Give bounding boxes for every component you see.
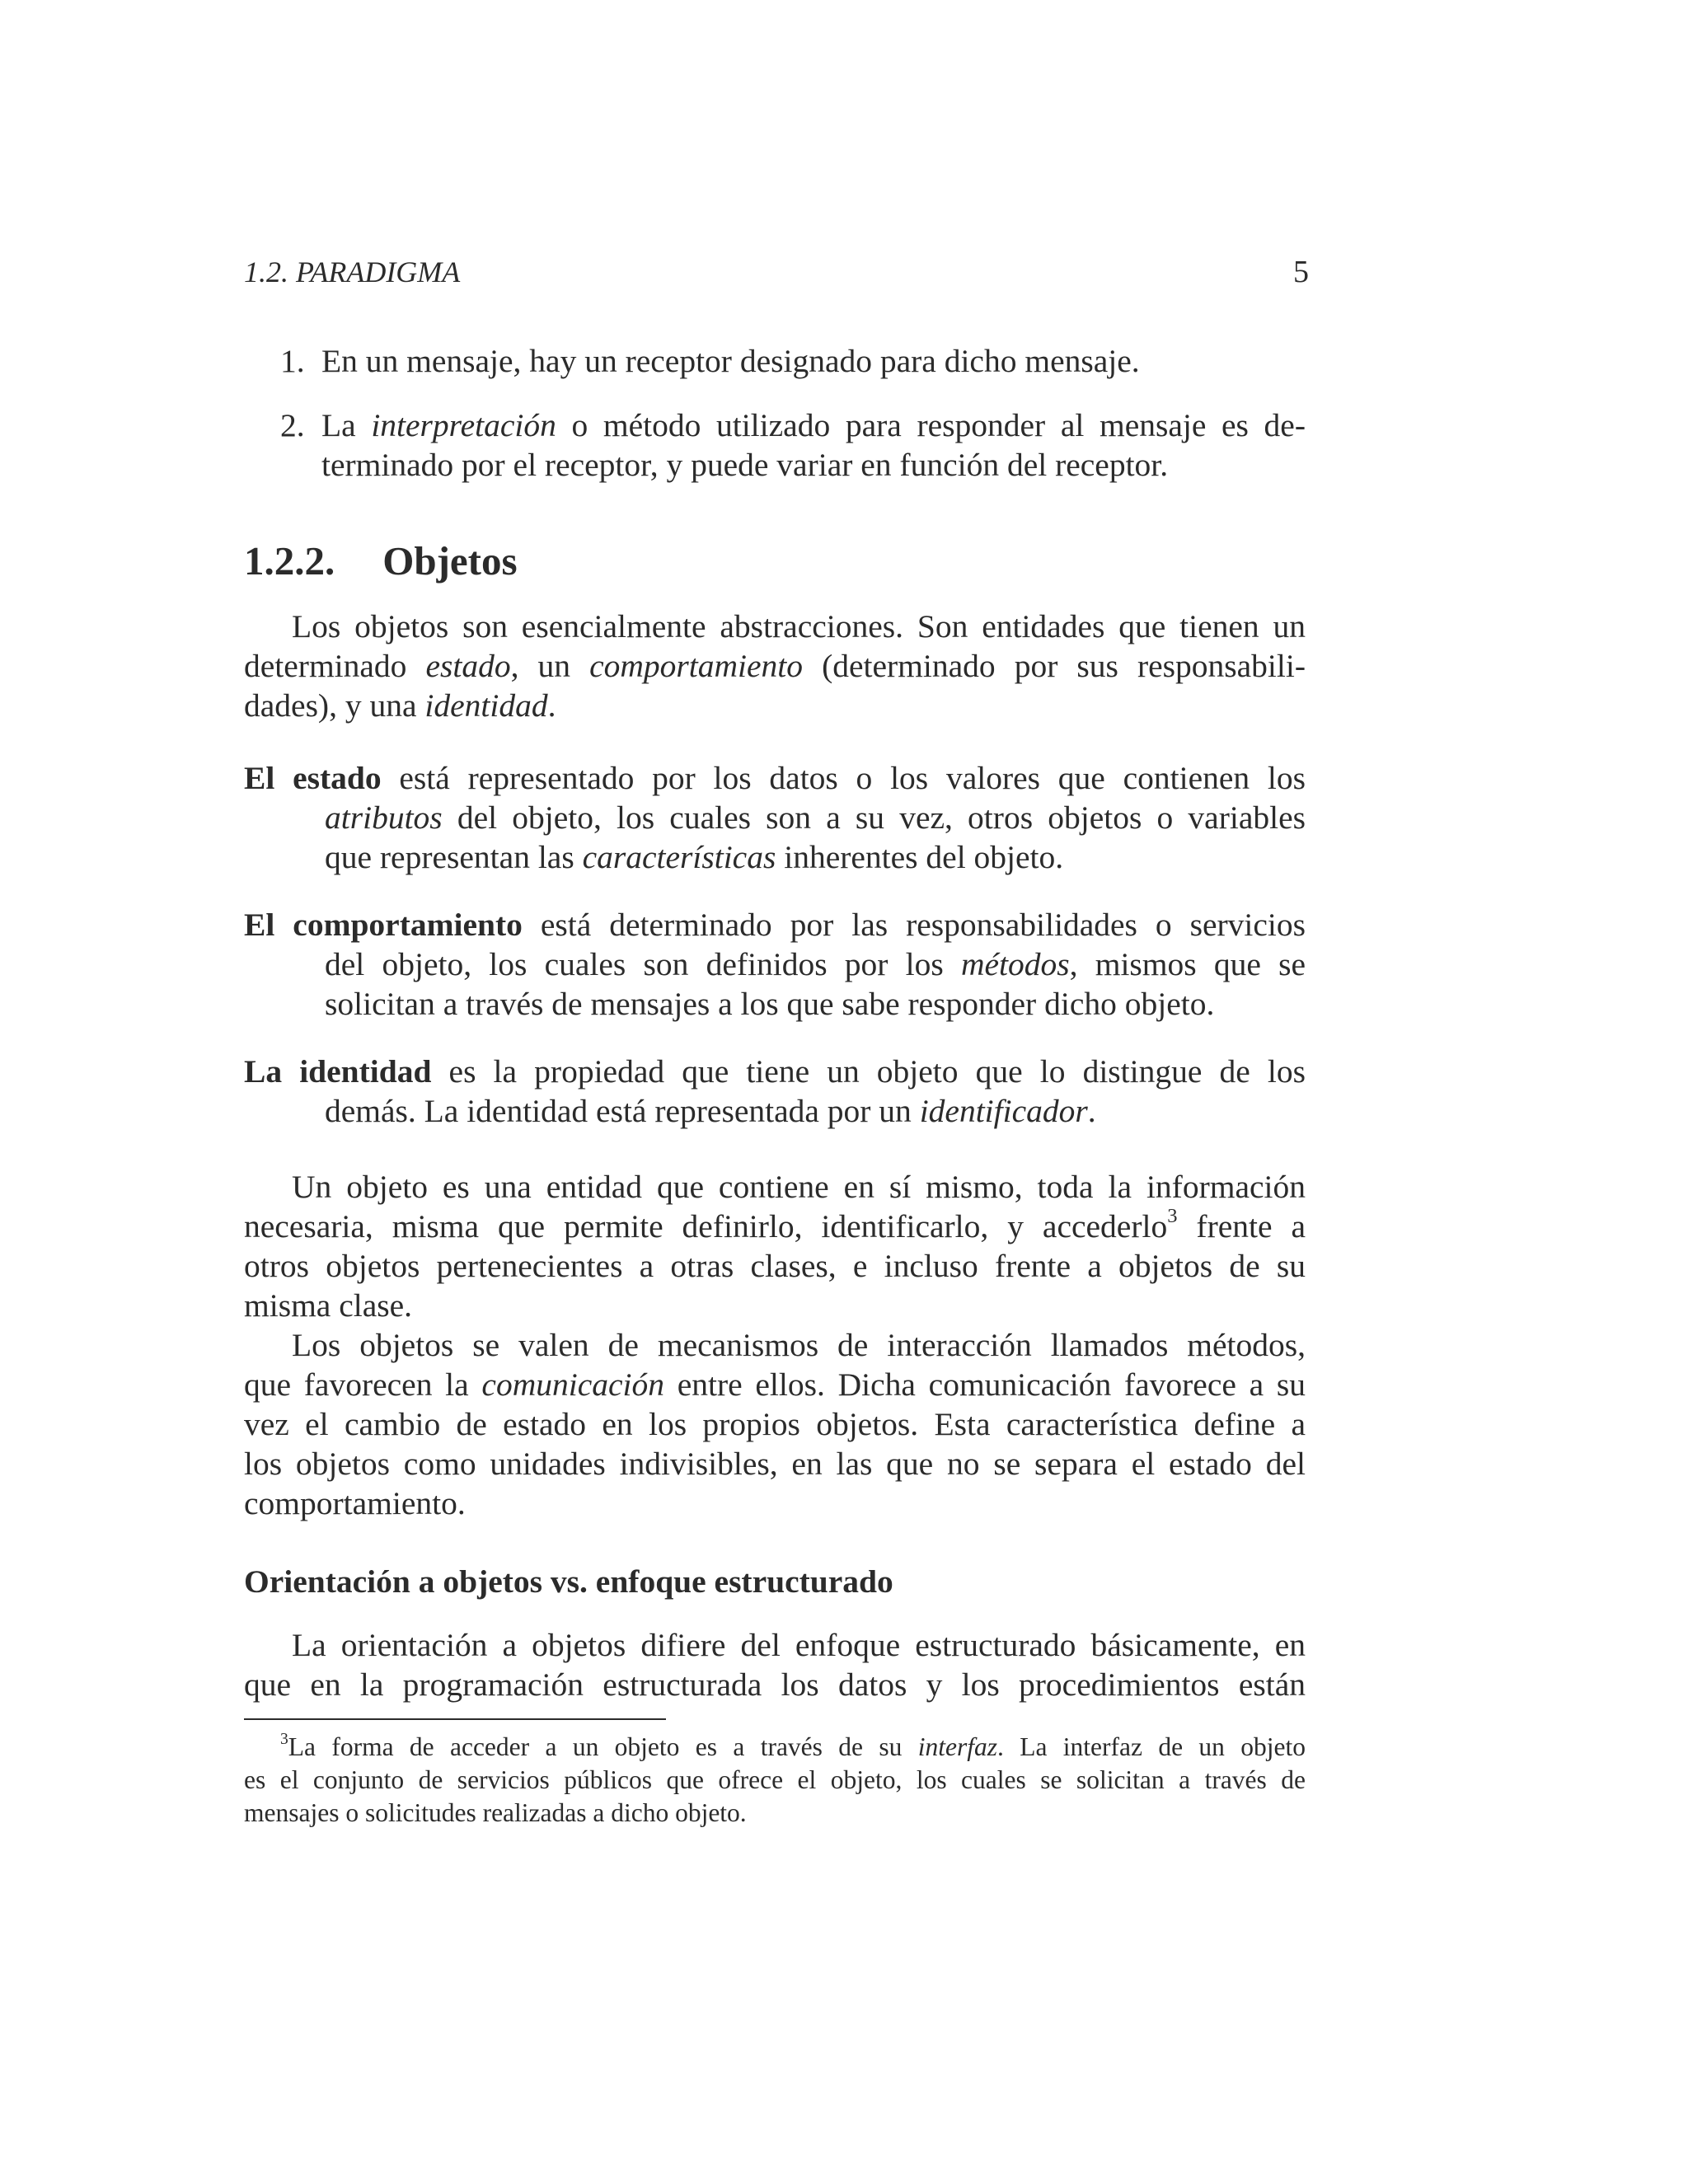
paragraph-line: vez el cambio de estado en los propios objetos. Esta característica define a — [244, 1406, 1306, 1442]
description-line: del objeto, los cuales son definidos por los métodos, mismos que se — [325, 946, 1306, 982]
description-line: La identidad es la propiedad que tiene un objeto que lo distingue de los — [244, 1053, 1306, 1090]
list-item-continuation: terminado por el receptor, y puede variar en función del receptor. — [321, 447, 1169, 483]
subsection-heading: Orientación a objetos vs. enfoque estructurado — [244, 1563, 893, 1600]
footnote-mark: 3 — [280, 1730, 288, 1748]
footnote-line: $^3$La forma de acceder a un objeto es a través de su interfaz. La interfaz de un objeto — [280, 1730, 1306, 1761]
list-item-number: 1. — [280, 343, 305, 379]
paragraph-line: los objetos como unidades indivisibles, en las que no se separa el estado del — [244, 1446, 1306, 1482]
section-title: Objetos — [382, 538, 518, 583]
section-number: 1.2.2. — [244, 538, 335, 583]
paragraph-line: determinado estado, un comportamiento (determinado por sus responsabili- — [244, 648, 1306, 684]
footnote-line: mensajes o solicitudes realizadas a dicho objeto. — [244, 1798, 747, 1827]
paragraph-line: Los objetos se valen de mecanismos de interacción llamados métodos, — [292, 1327, 1306, 1363]
description-line: que representan las características inherentes del objeto. — [325, 839, 1064, 875]
footnote-rule — [244, 1718, 666, 1720]
paragraph-line: La orientación a objetos difiere del enfoque estructurado básicamente, en — [292, 1627, 1306, 1663]
description-term: La identidad — [244, 1053, 432, 1090]
description-line: El comportamiento está determinado por las responsabilidades o servicios — [244, 907, 1306, 943]
running-header-section: 1.2. PARADIGMA — [244, 255, 461, 288]
description-line: demás. La identidad está representada por un identificador. — [325, 1093, 1096, 1129]
list-item: En un mensaje, hay un receptor designado para dicho mensaje. — [321, 343, 1140, 379]
paragraph-line: otros objetos pertenecientes a otras clases, e incluso frente a objetos de su — [244, 1248, 1306, 1284]
page-number: 5 — [1293, 255, 1309, 289]
paragraph-line: Los objetos son esencialmente abstracciones. Son entidades que tienen un — [292, 608, 1306, 644]
paragraph-line: misma clase. — [244, 1287, 413, 1324]
footnote-line: es el conjunto de servicios públicos que ofrece el objeto, los cuales se solicitan a través de — [244, 1765, 1306, 1794]
paragraph-line: comportamiento. — [244, 1485, 466, 1521]
description-term: El estado — [244, 760, 382, 796]
section-heading — [244, 537, 518, 584]
paragraph-line: Un objeto es una entidad que contiene en sí mismo, toda la información — [292, 1169, 1306, 1205]
paragraph-line: que favorecen la comunicación entre ellos. Dicha comunicación favorece a su — [244, 1366, 1306, 1403]
description-term: El comportamiento — [244, 907, 523, 943]
footnote-reference: 3 — [1167, 1205, 1178, 1228]
description-line: atributos del objeto, los cuales son a su vez, otros objetos o variables — [325, 799, 1306, 836]
description-line: solicitan a través de mensajes a los que sabe responder dicho objeto. — [325, 986, 1215, 1022]
paragraph-line: dades), y una identidad. — [244, 687, 556, 724]
paragraph-line: que en la programación estructurada los datos y los procedimientos están — [244, 1666, 1306, 1703]
list-item-number: 2. — [280, 407, 305, 443]
paragraph-line: necesaria, misma que permite definirlo, identificarlo, y accederlo$^3$ frente a — [244, 1205, 1306, 1244]
list-item: La interpretación o método utilizado para responder al mensaje es de- — [321, 407, 1306, 443]
description-line: El estado está representado por los datos o los valores que contienen los — [244, 760, 1306, 796]
